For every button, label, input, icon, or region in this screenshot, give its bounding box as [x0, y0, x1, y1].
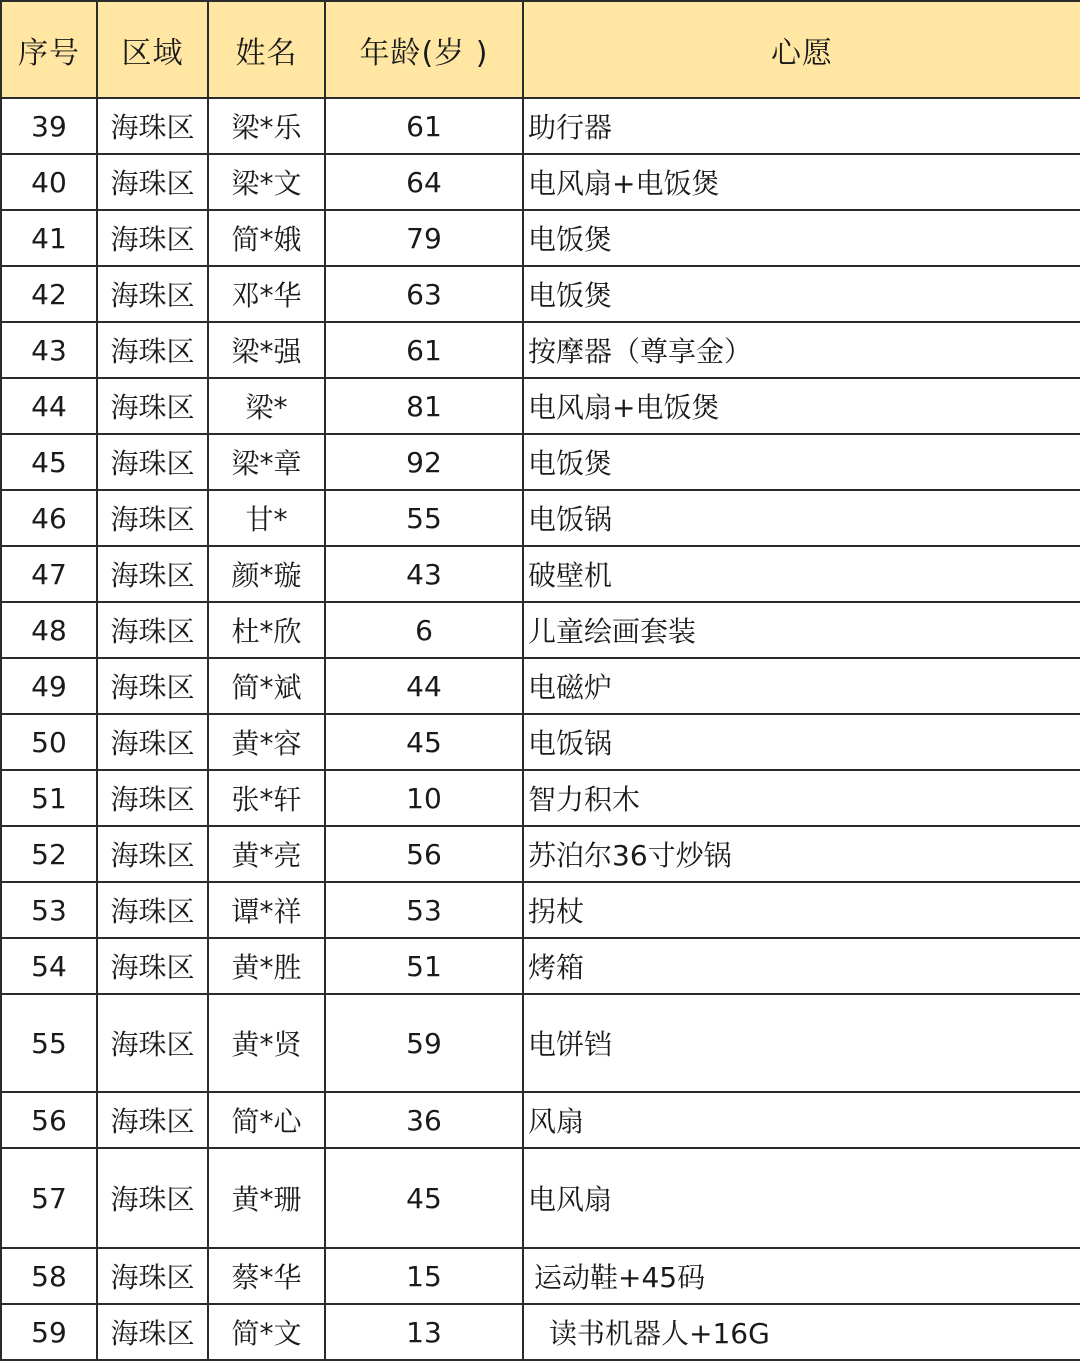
cell-age: 53 [325, 882, 523, 938]
table-row [1, 826, 1080, 882]
cell-age: 45 [325, 1148, 523, 1248]
cell-wish: 电磁炉 [523, 658, 1080, 714]
cell-area: 海珠区 [97, 938, 208, 994]
cell-area: 海珠区 [97, 266, 208, 322]
cell-name: 张*轩 [208, 770, 325, 826]
cell-wish: 按摩器（尊享金） [523, 322, 1080, 378]
cell-area: 海珠区 [97, 434, 208, 490]
cell-name: 黄*容 [208, 714, 325, 770]
cell-no: 57 [1, 1148, 97, 1248]
cell-name: 简*斌 [208, 658, 325, 714]
cell-area: 海珠区 [97, 154, 208, 210]
cell-age: 92 [325, 434, 523, 490]
cell-wish: 读书机器人+16G [523, 1304, 1080, 1360]
cell-age: 64 [325, 154, 523, 210]
cell-age: 6 [325, 602, 523, 658]
cell-area: 海珠区 [97, 546, 208, 602]
cell-wish: 拐杖 [523, 882, 1080, 938]
table-row [1, 602, 1080, 658]
cell-wish: 风扇 [523, 1092, 1080, 1148]
cell-area: 海珠区 [97, 1148, 208, 1248]
table-row [1, 266, 1080, 322]
cell-no: 39 [1, 98, 97, 154]
cell-no: 42 [1, 266, 97, 322]
table-row [1, 378, 1080, 434]
table-row [1, 210, 1080, 266]
cell-wish: 电饭锅 [523, 490, 1080, 546]
cell-name: 梁*文 [208, 154, 325, 210]
cell-area: 海珠区 [97, 210, 208, 266]
table-row [1, 658, 1080, 714]
cell-no: 44 [1, 378, 97, 434]
cell-no: 41 [1, 210, 97, 266]
cell-wish: 智力积木 [523, 770, 1080, 826]
cell-wish: 破壁机 [523, 546, 1080, 602]
header-row [1, 1, 1080, 98]
cell-area: 海珠区 [97, 1304, 208, 1360]
cell-no: 43 [1, 322, 97, 378]
cell-area: 海珠区 [97, 882, 208, 938]
cell-no: 52 [1, 826, 97, 882]
cell-name: 简*娥 [208, 210, 325, 266]
cell-wish: 电饭锅 [523, 714, 1080, 770]
cell-name: 黄*胜 [208, 938, 325, 994]
cell-age: 51 [325, 938, 523, 994]
header-age: 年龄(岁 ) [325, 1, 523, 98]
cell-no: 48 [1, 602, 97, 658]
cell-wish: 电饭煲 [523, 266, 1080, 322]
cell-age: 61 [325, 322, 523, 378]
table-row [1, 98, 1080, 154]
cell-no: 45 [1, 434, 97, 490]
cell-area: 海珠区 [97, 490, 208, 546]
table-row [1, 154, 1080, 210]
cell-age: 10 [325, 770, 523, 826]
table-row [1, 1304, 1080, 1360]
cell-name: 梁*强 [208, 322, 325, 378]
cell-area: 海珠区 [97, 378, 208, 434]
cell-area: 海珠区 [97, 826, 208, 882]
cell-no: 50 [1, 714, 97, 770]
cell-no: 51 [1, 770, 97, 826]
cell-wish: 运动鞋+45码 [523, 1248, 1080, 1304]
cell-name: 甘* [208, 490, 325, 546]
cell-name: 梁*乐 [208, 98, 325, 154]
table-row [1, 714, 1080, 770]
table-row [1, 546, 1080, 602]
table-row [1, 1248, 1080, 1304]
cell-area: 海珠区 [97, 322, 208, 378]
table-row [1, 1092, 1080, 1148]
table-row [1, 938, 1080, 994]
cell-no: 58 [1, 1248, 97, 1304]
cell-no: 46 [1, 490, 97, 546]
cell-no: 59 [1, 1304, 97, 1360]
table-row [1, 882, 1080, 938]
cell-area: 海珠区 [97, 98, 208, 154]
cell-no: 55 [1, 994, 97, 1092]
cell-name: 谭*祥 [208, 882, 325, 938]
table-row [1, 994, 1080, 1092]
cell-no: 49 [1, 658, 97, 714]
cell-age: 56 [325, 826, 523, 882]
cell-area: 海珠区 [97, 714, 208, 770]
cell-wish: 电风扇+电饭煲 [523, 154, 1080, 210]
cell-wish: 儿童绘画套装 [523, 602, 1080, 658]
cell-wish: 苏泊尔36寸炒锅 [523, 826, 1080, 882]
header-no: 序号 [1, 1, 97, 98]
cell-age: 44 [325, 658, 523, 714]
cell-area: 海珠区 [97, 770, 208, 826]
cell-wish: 电风扇 [523, 1148, 1080, 1248]
cell-wish: 烤箱 [523, 938, 1080, 994]
cell-name: 杜*欣 [208, 602, 325, 658]
cell-age: 59 [325, 994, 523, 1092]
cell-area: 海珠区 [97, 658, 208, 714]
table-row [1, 434, 1080, 490]
header-area: 区域 [97, 1, 208, 98]
cell-wish: 助行器 [523, 98, 1080, 154]
cell-area: 海珠区 [97, 1248, 208, 1304]
cell-area: 海珠区 [97, 602, 208, 658]
cell-age: 45 [325, 714, 523, 770]
cell-age: 36 [325, 1092, 523, 1148]
cell-name: 蔡*华 [208, 1248, 325, 1304]
cell-no: 47 [1, 546, 97, 602]
cell-no: 40 [1, 154, 97, 210]
cell-age: 15 [325, 1248, 523, 1304]
cell-age: 79 [325, 210, 523, 266]
table-row [1, 770, 1080, 826]
cell-name: 梁* [208, 378, 325, 434]
table-row [1, 1148, 1080, 1248]
cell-name: 黄*贤 [208, 994, 325, 1092]
cell-no: 54 [1, 938, 97, 994]
cell-name: 梁*章 [208, 434, 325, 490]
cell-name: 黄*珊 [208, 1148, 325, 1248]
cell-name: 简*文 [208, 1304, 325, 1360]
cell-name: 黄*亮 [208, 826, 325, 882]
header-wish: 心愿 [523, 1, 1080, 98]
table-row [1, 322, 1080, 378]
cell-area: 海珠区 [97, 1092, 208, 1148]
cell-wish: 电风扇+电饭煲 [523, 378, 1080, 434]
cell-wish: 电饭煲 [523, 434, 1080, 490]
cell-age: 43 [325, 546, 523, 602]
cell-no: 53 [1, 882, 97, 938]
cell-wish: 电饭煲 [523, 210, 1080, 266]
cell-age: 13 [325, 1304, 523, 1360]
cell-age: 63 [325, 266, 523, 322]
cell-age: 55 [325, 490, 523, 546]
header-name: 姓名 [208, 1, 325, 98]
cell-name: 邓*华 [208, 266, 325, 322]
cell-no: 56 [1, 1092, 97, 1148]
cell-name: 颜*璇 [208, 546, 325, 602]
cell-wish: 电饼铛 [523, 994, 1080, 1092]
cell-name: 简*心 [208, 1092, 325, 1148]
cell-area: 海珠区 [97, 994, 208, 1092]
cell-age: 61 [325, 98, 523, 154]
cell-age: 81 [325, 378, 523, 434]
table-row [1, 490, 1080, 546]
